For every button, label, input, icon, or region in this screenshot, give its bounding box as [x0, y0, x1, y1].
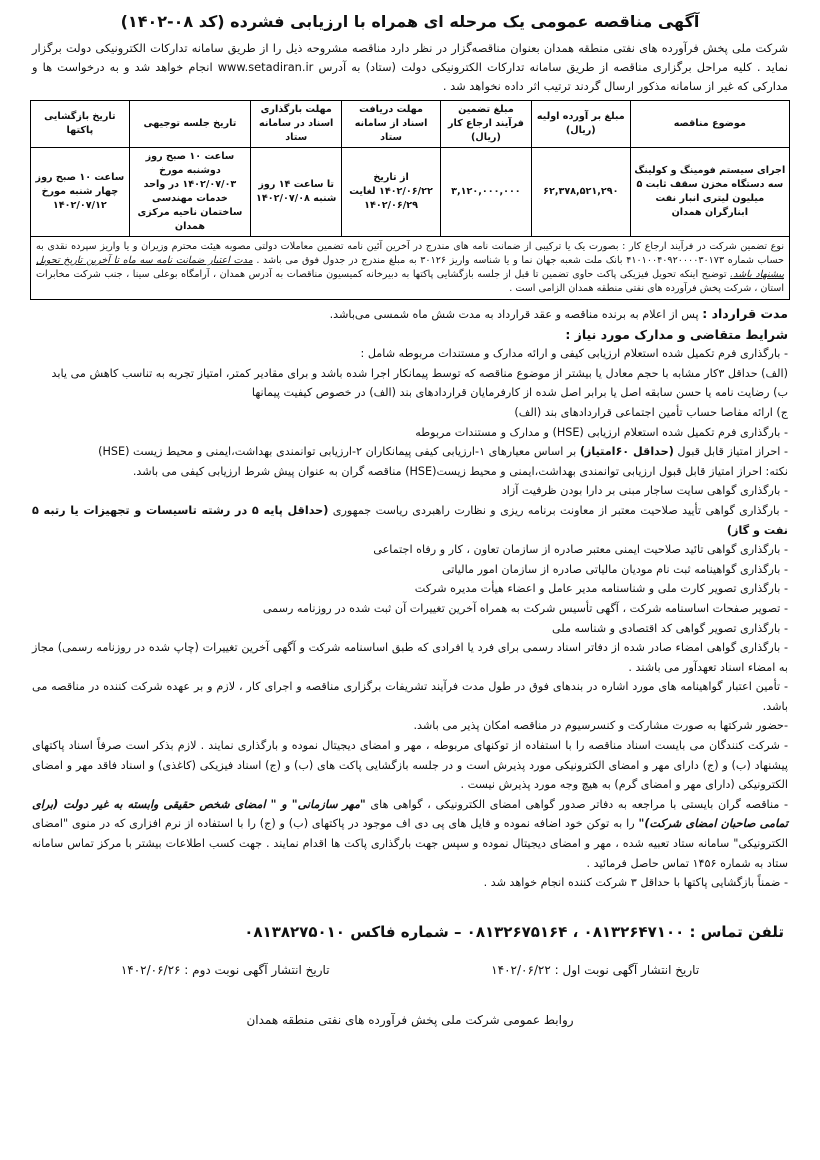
- conditions-section: [32, 304, 788, 893]
- contract-label: مدت قرارداد :: [702, 306, 788, 321]
- header-guarantee: مبلغ تضمین فرآیند ارجاع کار (ریال): [440, 101, 531, 148]
- table-header-row: [31, 101, 790, 148]
- condition-line: ج) ارائه مفاصا حساب تأمین اجتماعی قراردادهای بند (الف): [514, 405, 788, 419]
- condition-line: - تصویر صفحات اساسنامه شرکت ، آگهی تأسیس شرکت به همراه آخرین تغییرات آن ثبت شده در روزنامه رسمی: [262, 601, 788, 615]
- condition-emphasis: (حداقل پایه ۵ در رشته تاسیسات و تجهیزات یا رتبه ۵ نفت و گاز): [32, 503, 788, 537]
- header-subject: موضوع مناقصه: [630, 101, 789, 148]
- condition-emphasis: "مهر سازمانی" و " امضای شخص حقیقی وابسته به غیر دولت (برای تمامی صاحبان امضای شرکت)": [32, 797, 788, 831]
- table-row: [31, 148, 790, 237]
- header-opening-date: تاریخ بازگشایی پاکتها: [31, 101, 130, 148]
- second-publication-date: تاریخ انتشار آگهی نوبت دوم : ۱۴۰۲/۰۶/۲۶: [120, 962, 330, 977]
- condition-line: - بارگذاری گواهی امضاء صادر شده از دفاتر اسناد رسمی برای فرد یا افرادی که طبق اساسنامه شرکت و آگهی آخرین تغییرات (چاپ شده در روزنامه رسمی) مجاز به امضاء اسناد تعهدآور می باشند .: [32, 641, 788, 674]
- tender-notice: [30, 0, 790, 1027]
- condition-line: - تأمین اعتبار گواهینامه های مورد اشاره در بندهای فوق در طول مدت فرآیند تشریفات برگزاری مناقصه و اجرای کار ، لازم و بر عهده شرکت کننده در مناقصه می باشد.: [32, 680, 788, 713]
- condition-line: - بارگذاری فرم تکمیل شده استعلام ارزیابی (HSE) و مدارک و مستندات مربوطه: [415, 425, 788, 439]
- header-estimate: مبلغ بر آورده اولیه (ریال): [531, 101, 630, 148]
- table-note-row: [31, 237, 790, 300]
- cell-opening-date: ساعت ۱۰ صبح روز چهار شنبه مورخ ۱۴۰۲/۰۷/۱۲: [31, 148, 130, 237]
- condition-line: - بارگذاری تصویر کارت ملی و شناسنامه مدیر عامل و اعضاء هیأت مدیره شرکت: [414, 582, 788, 596]
- contract-text: پس از اعلام به برنده مناقصه و عقد قرارداد به مدت شش ماه شمسی می‌باشد.: [329, 308, 699, 321]
- page-title: آگهی مناقصه عمومی یک مرحله ای همراه با ارزیابی فشرده (کد ۰۸-۱۴۰۲): [120, 12, 700, 31]
- tender-table: [30, 100, 790, 300]
- condition-line: -حضور شرکتها به صورت مشارکت و کنسرسیوم در مناقصه امکان پذیر می باشد.: [413, 719, 788, 733]
- condition-text: - احراز امتیاز قابل قبول: [677, 445, 788, 459]
- condition-text: بر اساس معیارهای ۱-ارزیابی کیفی پیمانکاران ۲-ارزیابی توانمندی بهداشت،ایمنی و محیط زیست (HSE): [98, 445, 577, 459]
- condition-emphasis: (حداقل ۶۰امتیاز): [579, 445, 674, 459]
- condition-line: - بارگذاری گواهی تائید صلاحیت ایمنی معتبر صادره از سازمان تعاون ، کار و رفاه اجتماعی: [373, 543, 788, 557]
- header-briefing-date: تاریخ جلسه توجیهی: [129, 101, 250, 148]
- cell-receive-deadline: از تاریخ ۱۴۰۲/۰۶/۲۲ لغایت ۱۴۰۲/۰۶/۲۹: [342, 148, 441, 237]
- footer-public-relations: روابط عمومی شرکت ملی پخش فرآورده های نفتی منطقه همدان: [246, 1012, 574, 1027]
- intro-paragraph: شرکت ملی پخش فرآورده های نفتی منطقه همدان بعنوان مناقصه‌گزار در نظر دارد مناقصه مشروحه ذیل را از طریق سامانه تدارکات الکترونیکی دولت برگزار نماید . کلیه مراحل برگزاری مناقصه از طریق سامانه تدارکات الکترونیکی دولت (ستاد) به آدرس www.setadiran.ir انجام خواهد شد و به درخواست ها و مدارکی که غیر از سامانه مذکور ارسال گردند ترتیب اثر داده نخواهد شد .: [32, 41, 788, 93]
- condition-line: نکته: احراز امتیاز قابل قبول ارزیابی توانمندی بهداشت،ایمنی و محیط زیست(HSE) مناقصه گران به عنوان پیش شرط ارزیابی کیفی می باشد.: [132, 464, 788, 478]
- guarantee-note-text: نوع تضمین شرکت در فرآیند ارجاع کار : بصورت یک یا ترکیبی از ضمانت نامه های مندرج در آخرین آئین نامه تضمین معاملات دولتی مصوبه هیئت محترم وزیران و یا واریز سپرده نقدی به حساب شماره ۴۱۰۱۰۰۴۰۹۲۰۰۰۰۳۰۱۷۳ بانک ملت شعبه جهان نما و یا شناسه واریز ۳۰۱۲۶ به مبلغ مندرج در جدول فوق می باشد .: [36, 241, 784, 266]
- contract-duration: [32, 304, 788, 325]
- condition-line: ب) رضایت نامه یا حسن سابقه اصل یا برابر اصل شده از کارفرمایان قراردادهای بند (الف) در خصوص کیفیت پیمانها: [251, 386, 788, 400]
- cell-briefing-date: ساعت ۱۰ صبح روز دوشنبه مورخ ۱۴۰۲/۰۷/۰۳ در واحد خدمات مهندسی ساختمان ناحیه مرکزی همدان: [129, 148, 250, 237]
- cell-upload-deadline: تا ساعت ۱۴ روز شنبه ۱۴۰۲/۰۷/۰۸: [251, 148, 342, 237]
- condition-line: (الف) حداقل ۳کار مشابه با حجم معادل یا بیشتر از موضوع مناقصه که توسط پیمانکار اجرا شده باشد و برای مقادیر کمتر، امتیاز تجربه به تناسب کاهش می یابد: [51, 366, 788, 380]
- guarantee-note: [31, 237, 790, 300]
- condition-line: [32, 501, 788, 540]
- cell-estimate: ۶۲,۳۷۸,۵۲۱,۲۹۰: [531, 148, 630, 237]
- condition-line: - بارگذاری گواهینامه ثبت نام مودیان مالیاتی صادره از سازمان امور مالیاتی: [441, 562, 788, 576]
- condition-text: را به توکن خود اضافه نموده و فایل های پی دی اف موجود در پاکتهای (ب) و (ج) را با استفاده از نرم افزاری که در منوی "امضای الکترونیکی" سامانه ستاد تعبیه شده ، مهر و امضای دیجیتال نموده و سپس جهت بارگذاری پاکت ها اقدام نمایند . جهت کسب اطلاعات بیشتر با مرکز تماس سامانه ستاد به شماره ۱۴۵۶ تماس حاصل فرمائید .: [32, 817, 788, 870]
- guarantee-delivery-note: توضیح اینکه تحویل فیزیکی پاکت حاوی تضمین تا قبل از جلسه بازگشایی پاکتها به دبیرخانه کمیسیون مناقصات به آدرس همدان ، آرامگاه بوعلی سینا ، جنب شرکت مخابرات استان ، شرکت پخش فرآورده های نفتی منطقه همدان الزامی است .: [36, 269, 784, 294]
- header-upload-deadline: مهلت بارگذاری اسناد در سامانه ستاد: [251, 101, 342, 148]
- condition-line: - بارگذاری فرم تکمیل شده استعلام ارزیابی کیفی و ارائه مدارک و مستندات مربوطه شامل :: [360, 347, 788, 361]
- condition-line: - بارگذاری گواهی سایت ساجار مبنی بر دارا بودن ظرفیت آزاد: [501, 484, 788, 498]
- publication-dates: [30, 963, 790, 977]
- condition-line: [32, 795, 788, 873]
- condition-line: [32, 442, 788, 462]
- condition-line: - ضمناً بازگشایی پاکتها با حداقل ۳ شرکت کننده انجام خواهد شد .: [483, 876, 788, 890]
- condition-line: - شرکت کنندگان می بایست اسناد مناقصه را با استفاده از توکنهای مربوطه ، مهر و امضای دیجیتال نموده و بارگذاری نمایند . لازم بذکر است صرفاً اسناد پاکتهای پیشنهاد (ب) و (ج) دارای مهر و امضای الکترونیکی مورد پذیرش است و در جلسه بازگشایی پاکت های (ب) و (ج) اسناد فیزیکی (کاغذی) و اسناد فاقد مهر و امضای الکترونیکی (دارای مهر و امضای گرم) به هیچ وجه مورد پذیرش نیست .: [32, 739, 788, 792]
- contact-phones: تلفن تماس : ۰۸۱۳۲۶۴۷۱۰۰ ، ۰۸۱۳۲۶۷۵۱۶۴ – شماره فاکس ۰۸۱۳۸۲۷۵۰۱۰: [244, 922, 784, 941]
- cell-guarantee: ۳,۱۲۰,۰۰۰,۰۰۰: [440, 148, 531, 237]
- header-receive-deadline: مهلت دریافت اسناد از سامانه ستاد: [342, 101, 441, 148]
- condition-text: - مناقصه گران بایستی با مراجعه به دفاتر صدور گواهی امضای الکترونیکی ، گواهی های: [370, 797, 788, 811]
- cell-subject: اجرای سیستم فومینگ و کولینگ سه دستگاه مخزن سقف ثابت ۵ میلیون لیتری انبار نفت ابنارگران همدان: [630, 148, 789, 237]
- first-publication-date: تاریخ انتشار آگهی نوبت اول : ۱۴۰۲/۰۶/۲۲: [491, 962, 700, 977]
- condition-line: - بارگذاری تصویر گواهی کد اقتصادی و شناسه ملی: [551, 621, 788, 635]
- guarantee-validity-note: مدت اعتبار ضمانت نامه سه ماه تا آخرین تاریخ تحویل پیشنهاد باشد.: [36, 255, 784, 280]
- conditions-heading: شرایط متقاضی و مدارک مورد نیاز :: [565, 326, 788, 342]
- condition-text: - بارگذاری گواهی تأیید صلاحیت معتبر از معاونت برنامه ریزی و نظارت راهبردی ریاست جمهوری: [332, 503, 788, 517]
